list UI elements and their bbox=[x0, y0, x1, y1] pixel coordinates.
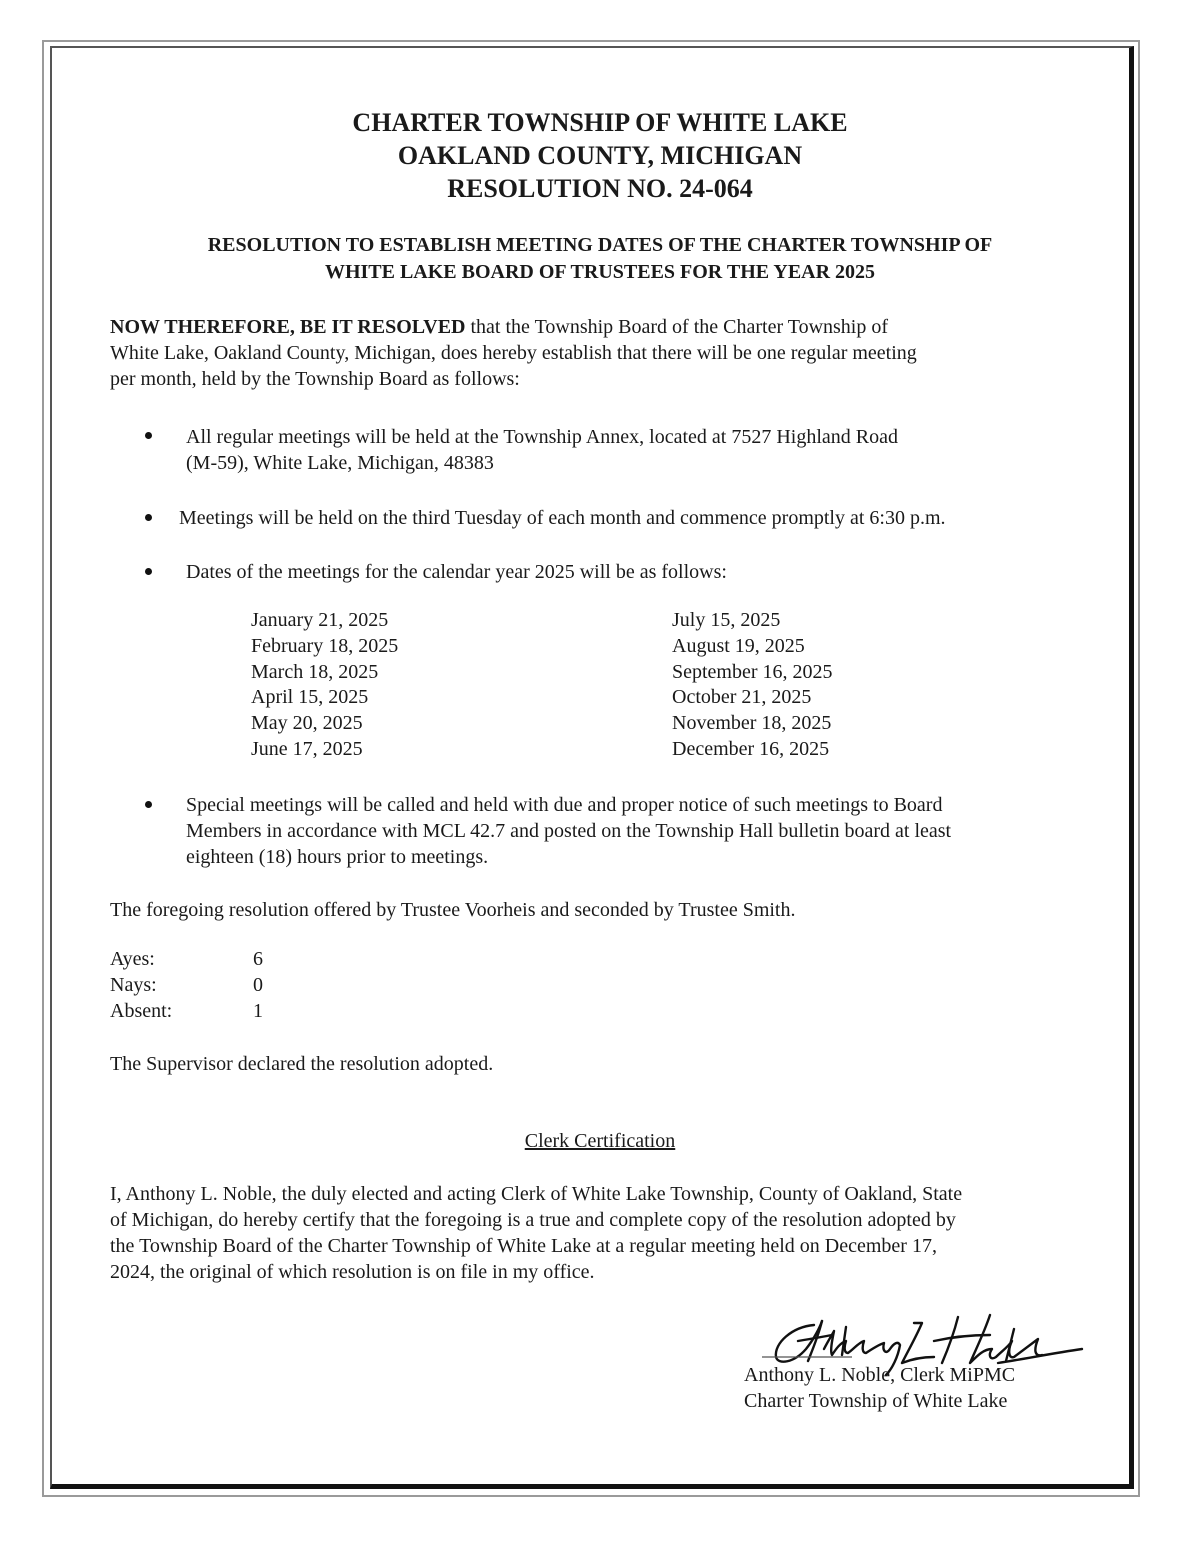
vote-label: Absent: bbox=[110, 1000, 173, 1022]
certification-line1: I, Anthony L. Noble, the duly elected and acting Clerk of White Lake Township, County of Oakland, State bbox=[110, 1183, 963, 1205]
meeting-date: February 18, 2025 bbox=[251, 634, 399, 657]
resolved-line2: White Lake, Oakland County, Michigan, does hereby establish that there will be one regular meeting bbox=[110, 342, 917, 364]
dates-list-right bbox=[672, 608, 833, 763]
signer-name-title: Anthony L. Noble, Clerk MiPMC bbox=[744, 1364, 1016, 1386]
meeting-date: December 16, 2025 bbox=[672, 737, 830, 760]
meeting-date: October 21, 2025 bbox=[672, 686, 812, 709]
vote-count: 0 bbox=[253, 974, 263, 996]
signer-organization: Charter Township of White Lake bbox=[744, 1390, 1008, 1412]
bullet-special-line1: Special meetings will be called and held with due and proper notice of such meetings to Board bbox=[186, 794, 943, 816]
vote-label: Ayes: bbox=[110, 948, 155, 970]
vote-row-nays bbox=[110, 973, 263, 998]
vote-label: Nays: bbox=[110, 974, 157, 996]
meeting-date: June 17, 2025 bbox=[251, 737, 363, 760]
bullet-dates-intro: Dates of the meetings for the calendar year 2025 will be as follows: bbox=[186, 561, 727, 583]
certification-line4: 2024, the original of which resolution is on file in my office. bbox=[110, 1261, 595, 1283]
adopted-statement: The Supervisor declared the resolution adopted. bbox=[110, 1053, 494, 1075]
meeting-date: May 20, 2025 bbox=[251, 712, 363, 735]
vote-count: 1 bbox=[253, 1000, 263, 1022]
bullet-dot bbox=[145, 568, 152, 575]
resolved-line1-rest: that the Township Board of the Charter Township of bbox=[465, 316, 889, 338]
bullet-location-line1: All regular meetings will be held at the Township Annex, located at 7527 Highland Road bbox=[186, 426, 898, 448]
header-resolution-number: RESOLUTION NO. 24-064 bbox=[447, 174, 753, 203]
bullet-special-line2: Members in accordance with MCL 42.7 and posted on the Township Hall bulletin board at least bbox=[186, 820, 952, 842]
bullet-schedule: Meetings will be held on the third Tuesday of each month and commence promptly at 6:30 p.m. bbox=[179, 507, 946, 529]
header-township: CHARTER TOWNSHIP OF WHITE LAKE bbox=[352, 108, 848, 137]
resolved-line1 bbox=[110, 314, 888, 340]
meeting-date: July 15, 2025 bbox=[672, 609, 781, 631]
certification-line3: the Township Board of the Charter Township of White Lake at a regular meeting held on December 17, bbox=[110, 1235, 937, 1257]
meeting-date: March 18, 2025 bbox=[251, 660, 379, 683]
offered-statement: The foregoing resolution offered by Trustee Voorheis and seconded by Trustee Smith. bbox=[110, 899, 796, 921]
meeting-date: September 16, 2025 bbox=[672, 660, 833, 683]
resolved-lead: NOW THEREFORE, BE IT RESOLVED bbox=[110, 316, 466, 338]
vote-row-ayes bbox=[110, 947, 263, 972]
header-county: OAKLAND COUNTY, MICHIGAN bbox=[397, 141, 803, 170]
resolution-title-line2: WHITE LAKE BOARD OF TRUSTEES FOR THE YEAR 2025 bbox=[324, 261, 876, 283]
vote-count: 6 bbox=[253, 948, 263, 970]
meeting-date: November 18, 2025 bbox=[672, 712, 832, 735]
certification-line2: of Michigan, do hereby certify that the foregoing is a true and complete copy of the resolution adopted by bbox=[110, 1209, 956, 1231]
dates-list-left bbox=[251, 608, 398, 763]
bullet-dot bbox=[145, 514, 152, 521]
meeting-date: August 19, 2025 bbox=[672, 634, 805, 657]
resolution-title-line1: RESOLUTION TO ESTABLISH MEETING DATES OF THE CHARTER TOWNSHIP OF bbox=[207, 234, 993, 256]
bullet-dot bbox=[145, 801, 152, 808]
bullet-special-line3: eighteen (18) hours prior to meetings. bbox=[186, 846, 489, 868]
vote-row-absent bbox=[110, 999, 263, 1024]
certification-title: Clerk Certification bbox=[524, 1130, 676, 1152]
meeting-date: January 21, 2025 bbox=[251, 609, 389, 631]
resolved-line3: per month, held by the Township Board as follows: bbox=[110, 368, 520, 390]
bullet-location-line2: (M-59), White Lake, Michigan, 48383 bbox=[186, 452, 494, 474]
bullet-dot bbox=[145, 432, 152, 439]
meeting-date: April 15, 2025 bbox=[251, 686, 369, 709]
